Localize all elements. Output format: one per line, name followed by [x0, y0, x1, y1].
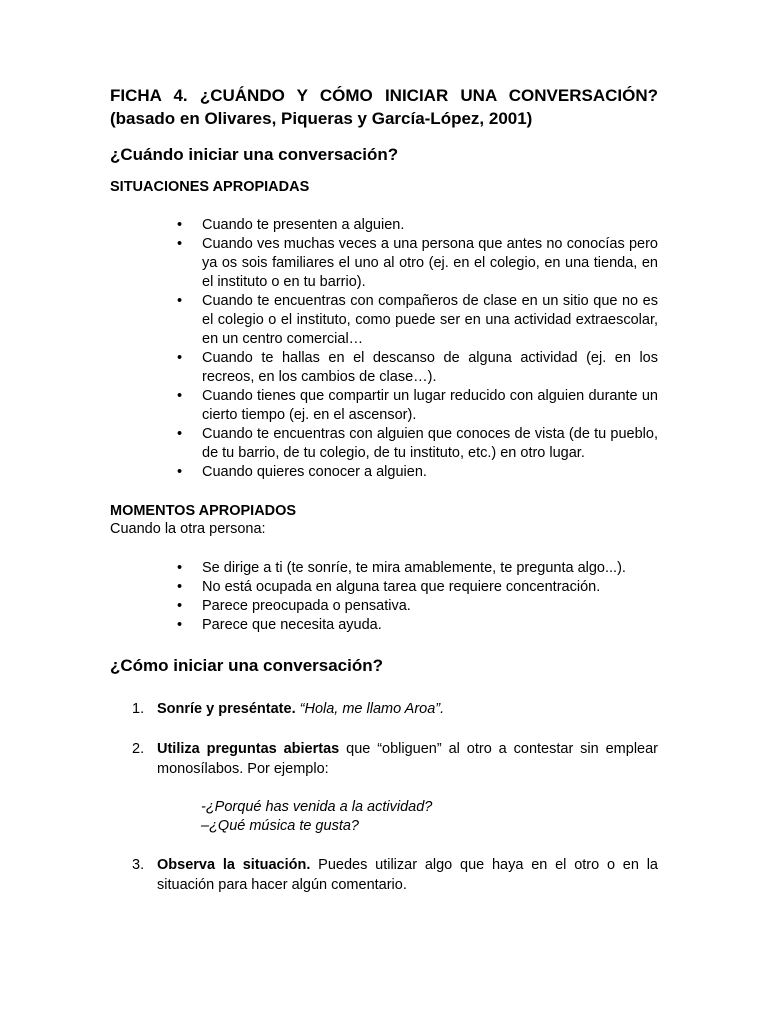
list-item: • Cuando te encuentras con compañeros de clase en un sitio que no es el colegio o el instituto, como puede ser en una actividad extraescolar, en un centro comercial… — [177, 293, 658, 347]
list-item: • Cuando quieres conocer a alguien. — [177, 464, 427, 480]
list-item — [110, 699, 658, 719]
list-item — [110, 739, 658, 779]
step-number: 1. — [132, 701, 145, 717]
section2-heading: ¿Cómo iniciar una conversación? — [110, 656, 384, 675]
bullet-icon: • — [177, 579, 183, 595]
title-line-2: (basado en Olivares, Piqueras y García-López, 2001) — [110, 109, 533, 128]
list-item: • Parece preocupada o pensativa. — [177, 598, 411, 614]
list-item: • Cuando tienes que compartir un lugar reducido con alguien durante un cierto tiempo (ej. en el ascensor). — [177, 388, 658, 423]
bullet-icon: • — [177, 388, 183, 404]
bullet-icon: • — [177, 217, 183, 233]
situaciones-list — [110, 216, 658, 482]
example-question: -¿Porqué has venida a la actividad? — [201, 799, 433, 815]
bullet-icon: • — [177, 350, 183, 366]
situaciones-heading: SITUACIONES APROPIADAS — [110, 179, 310, 195]
step-number: 2. — [132, 741, 145, 757]
momentos-intro: Cuando la otra persona: — [110, 521, 266, 537]
step-text: que “obliguen” al otro a contestar sin emplear monosílabos. Por ejemplo: — [157, 741, 659, 777]
step-text: Puedes utilizar algo que haya en el otro o en la situación para hacer algún comentario. — [157, 857, 658, 893]
bullet-icon: • — [177, 426, 183, 442]
list-item: • No está ocupada en alguna tarea que requiere concentración. — [177, 579, 601, 595]
list-item: • Parece que necesita ayuda. — [177, 617, 382, 633]
document-content — [110, 84, 658, 895]
steps-list — [110, 699, 658, 779]
section1-heading: ¿Cuándo iniciar una conversación? — [110, 145, 399, 164]
momentos-list — [110, 559, 658, 635]
examples-block — [110, 798, 658, 836]
list-item: • Cuando te encuentras con alguien que conoces de vista (de tu pueblo, de tu barrio, de tu colegio, de tu instituto, etc.) en otro lugar. — [177, 426, 658, 461]
momentos-heading: MOMENTOS APROPIADOS — [110, 503, 297, 519]
example-question: –¿Qué música te gusta? — [201, 818, 359, 834]
bullet-icon: • — [177, 464, 183, 480]
document-title — [110, 84, 658, 130]
bullet-icon: • — [177, 236, 183, 252]
step-text: “Hola, me llamo Aroa”. — [299, 701, 445, 717]
bullet-icon: • — [177, 560, 183, 576]
steps-list-continued — [110, 855, 658, 895]
step-bold: Sonríe y preséntate. — [157, 701, 296, 717]
list-item: • Se dirige a ti (te sonríe, te mira amablemente, te pregunta algo...). — [177, 560, 626, 576]
list-item: • Cuando te presenten a alguien. — [177, 217, 405, 233]
list-item: • Cuando te hallas en el descanso de alguna actividad (ej. en los recreos, en los cambios de clase…). — [177, 350, 658, 385]
list-item: • Cuando ves muchas veces a una persona que antes no conocías pero ya os sois familiares el uno al otro (ej. en el colegio, en una tienda, en el instituto o en tu barrio). — [177, 236, 658, 290]
title-line-1: FICHA 4. ¿CUÁNDO Y CÓMO INICIAR UNA CONVERSACIÓN? — [110, 86, 658, 105]
bullet-icon: • — [177, 598, 183, 614]
bullet-icon: • — [177, 293, 183, 309]
step-bold: Observa la situación. — [157, 857, 311, 873]
step-bold: Utiliza preguntas abiertas — [157, 741, 340, 757]
list-item — [110, 855, 658, 895]
bullet-icon: • — [177, 617, 183, 633]
step-number: 3. — [132, 857, 145, 873]
